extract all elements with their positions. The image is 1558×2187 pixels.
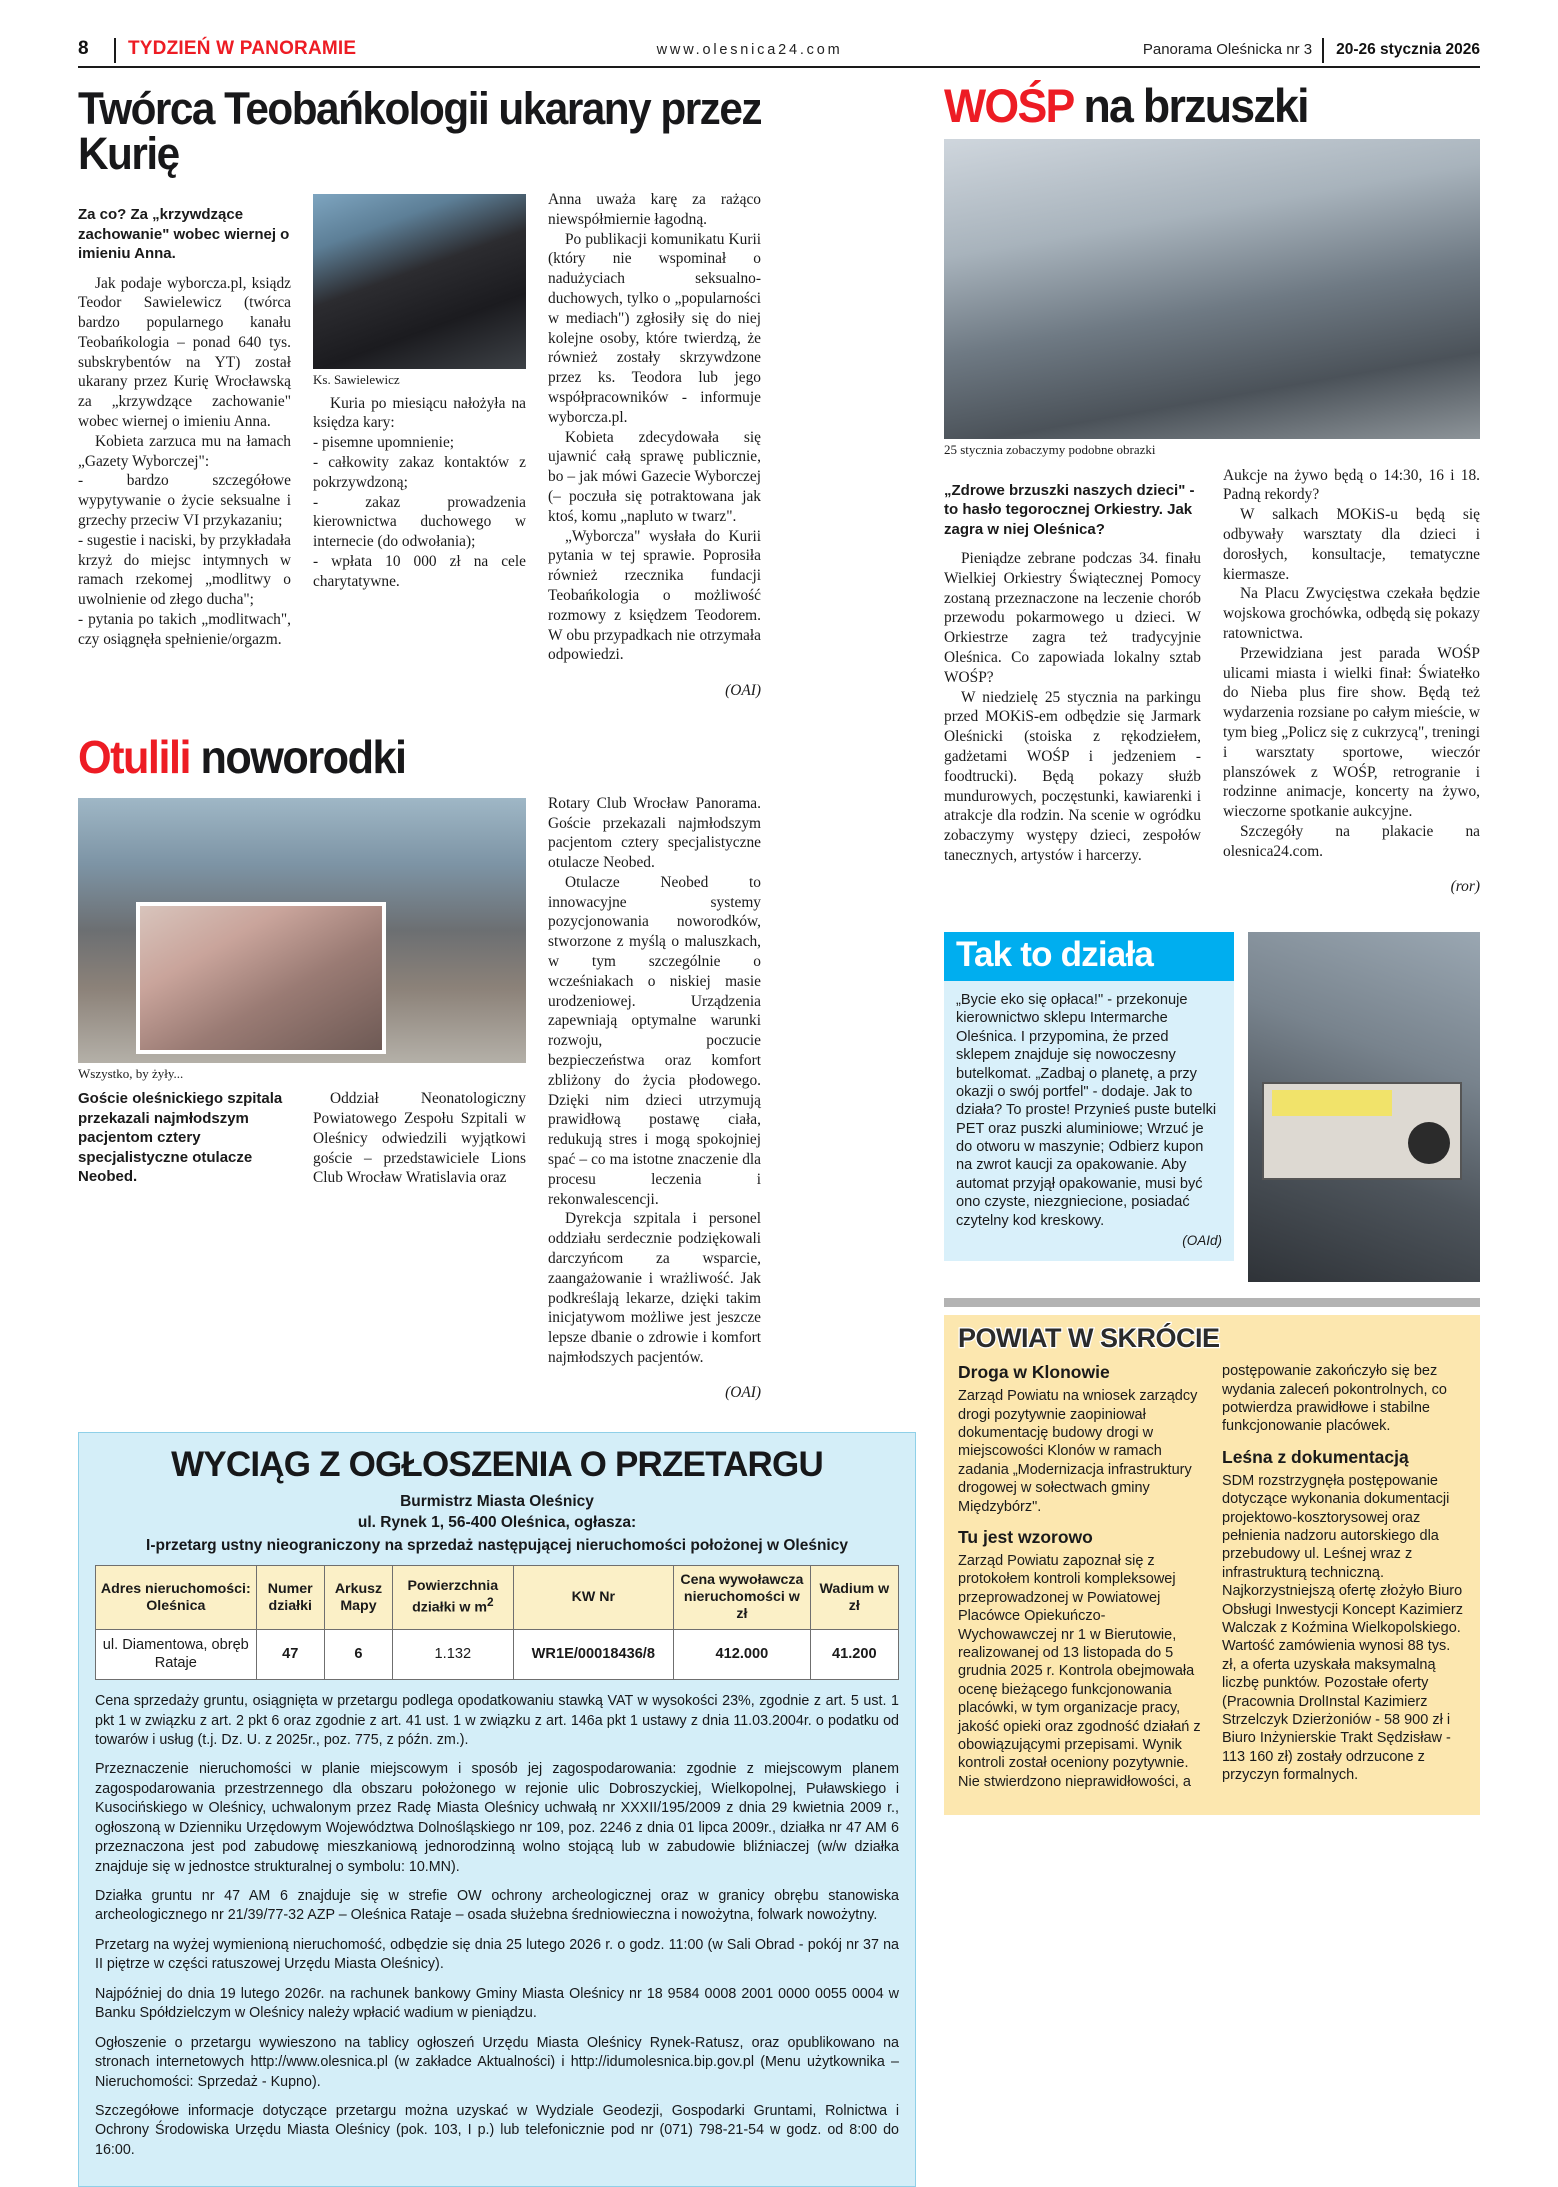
- teo-c2-p4: - zakaz prowadzenia kierownictwa duchowego w internecie (do odwołania);: [313, 493, 526, 551]
- website-url[interactable]: www.olesnica24.com: [656, 42, 843, 58]
- newspaper-page: [78, 38, 1480, 2158]
- teo-photo: [313, 194, 526, 369]
- wosp-c2-p3: Na Placu Zwycięstwa czekała będzie wojskowa grochówka, odbędą się pokazy ratownictwa.: [1223, 585, 1480, 642]
- wosp-c2-p4: Przewidziana jest parada WOŚP ulicami miasta i wielki finał: Światełko do Nieba plus fire show. Będą też wydarzenia rozsiane po całym mieście, w tym bieg „Policz się z cukrzycą", treningi i warsztaty sportowe, wieczór planszówek z WOŚP, retrogranie i rodzinne animacje, koncerty na żywo, wieczorne spotkanie aukcyjne.: [1223, 644, 1480, 821]
- teo-p3: - bardzo szczegółowe wypytywanie o życie seksualne i grzechy przeciw VI przykazaniu;: [78, 472, 291, 530]
- teo-photo-caption: Ks. Sawielewicz: [313, 372, 400, 387]
- otulili-c2-p3: Dyrekcja szpitala i personel oddziału serdecznie podziękowali darczyńcom za wsparcie, zaangażowanie i wrażliwość. Jak podkreślają lekarze, dzięki takim inicjatywom możliwe jest jeszcze lepsze dbanie o zdrowie i komfort najmłodszych pacjentów.: [548, 1210, 761, 1367]
- teo-col-2: [313, 190, 526, 716]
- auction-table: [95, 1565, 899, 1680]
- wosp-signature: (ror): [1450, 877, 1480, 895]
- powiat-text-2: postępowanie zakończyło się bez wydania zaleceń pokontrolnych, co potwierdza prawidłowe i stabilne funkcjonowanie placówek.: [1222, 1363, 1447, 1435]
- wosp-headline-dark: na brzuszki: [1072, 79, 1308, 132]
- auction-p3: Działka gruntu nr 47 AM 6 znajduje się w strefie OW ochrony archeologicznej oraz w granicy obrębu stanowiska archeologicznego nr 21/39/77-32 AZP – Oleśnica Rataje – osada służebna średniowieczna i nowożytna, folwark nowożytny.: [95, 1888, 899, 1924]
- otulili-photo-caption: Wszystko, by żyły...: [78, 1065, 184, 1081]
- auction-p5: Najpóźniej do dnia 19 lutego 2026r. na rachunek bankowy Gminy Miasta Oleśnicy nr 18 9584 0008 2001 0000 0055 0004 w Banku Spółdzielczym w Oleśnicy należy wpłacić wadium w pieniądzu.: [95, 1985, 899, 2022]
- th-price: Cena wywoławcza nieruchomości w zł: [674, 1565, 811, 1629]
- article-otulili: [78, 730, 916, 1419]
- wosp-p2: W niedzielę 25 stycznia na parkingu przed MOKiS-em odbędzie się Jarmark Oleśnicki (stoiska z rękodziełem, gadżetami WOŚP i jedzeniem - foodtrucki). Będą pokazy służb mundurowych, poczęstunki, kawiarenki i atrakcje dla rodzin. Na scenie w ogródku zobaczymy występy dzieci, zespołów tanecznych, artystów i harcerzy.: [944, 688, 1201, 865]
- wosp-c2-p1: Aukcje na żywo będą o 14:30, 16 i 18. Padną rekordy?: [1223, 466, 1480, 504]
- page-body: [78, 78, 1480, 2187]
- otulili-c2-p1: Rotary Club Wrocław Panorama. Goście przekazali najmłodszym pacjentom cztery specjalistyczne otulacze Neobed.: [548, 794, 761, 872]
- auction-title: WYCIĄG Z OGŁOSZENIA O PRZETARGU: [171, 1445, 823, 1485]
- th-address: Adres nieruchomości: Oleśnica: [96, 1565, 257, 1629]
- wosp-col-2: [1223, 466, 1480, 913]
- teo-p2: Kobieta zarzuca mu na łamach „Gazety Wyborczej":: [78, 432, 291, 470]
- article-wosp-headline: [944, 79, 1453, 132]
- teo-c3-p4: „Wyborcza" wysłała do Kurii pytania w tej sprawie. Poprosiła również rzecznika fundacji Teobańkologia o możliwość rozmowy z księdzem Teodorem. W obu przypadkach nie otrzymała odpowiedzi.: [548, 527, 761, 664]
- article-otulili-headline: [78, 730, 866, 783]
- otulili-headline-dark: noworodki: [189, 730, 406, 783]
- otulili-lead: Goście oleśnickiego szpitala przekazali najmłodszym pacjentom cztery specjalistyczne otulacze Neobed.: [78, 1090, 283, 1186]
- teo-p4: - sugestie i naciski, by przykładała krzyż do miejsc intymnych w ramach rzekomej „modlitwy o uwolnienie od złego ducha";: [78, 531, 291, 609]
- section-tak-to-dziala: [944, 932, 1480, 1282]
- otulili-signature: (OAI): [725, 1384, 761, 1402]
- table-row: [96, 1630, 899, 1680]
- article-teobankologia-headline: Twórca Teobańkologii ukarany przez Kurię: [78, 83, 762, 179]
- auction-p6: Ogłoszenie o przetargu wywieszono na tablicy ogłoszeń Urzędu Miasta Oleśnicy Rynek-Ratusz, oraz opublikowano na stronach internetowych http://www.olesnica.pl (w zakładce Aktualności) i http://idumolesnica.bip.gov.pl (Menu użytkownika – Nieruchomości: Sprzedaż - Kupno).: [95, 2034, 899, 2090]
- teo-c3-p2: Po publikacji komunikatu Kurii (który nie wspominał o nadużyciach seksualno-duchowych, tylko o „popularności w mediach") zgłosiły się do niej kolejne osoby, które twierdzą, że również zostały skrzywdzone przez ks. Teodora lub jego współpracowników - informuje wyborcza.pl.: [548, 230, 761, 426]
- td-deposit: 41.200: [810, 1630, 898, 1680]
- machine-opening-icon: [1408, 1122, 1450, 1164]
- issue-date: 20-26 stycznia 2026: [1336, 41, 1480, 58]
- wosp-photo: [944, 139, 1480, 439]
- auction-p7: Szczegółowe informacje dotyczące przetargu można uzyskać w Wydziale Geodezji, Gospodarki Gruntami, Rolnictwa i Ochrony Środowiska Urzędu Miasta Oleśnicy (pok. 103, I p.) lub telefonicznie pod nr (071) 798-21-54 w godz. od 8:00 do 16:00.: [95, 2102, 899, 2158]
- td-address: ul. Diamentowa, obręb Rataje: [96, 1630, 257, 1680]
- powiat-heading-1: Tu jest wzorowo: [958, 1526, 1093, 1547]
- publication-name: Panorama Oleśnicka nr 3: [1142, 41, 1313, 58]
- auction-legal-text: [95, 1692, 899, 2160]
- powiat-heading-0: Droga w Klonowie: [958, 1362, 1110, 1383]
- teo-lead: Za co? Za „krzywdzące zachowanie" wobec wiernej o imieniu Anna.: [78, 206, 290, 262]
- powiat-text-3: SDM rozstrzygnęła postępowanie dotyczące wykonania dokumentacji projektowo-kosztorysowej oraz pełnienia nadzoru autorskiego dla przebudowy ul. Leśnej wraz z infrastrukturą techniczną. Najkorzystniejszą ofertę złożyło Biuro Obsługi Inwestycji Koncept Kazimierz Walczak z Koźmina Wielkopolskiego. Wartość zamówienia wynosi 88 tys. zł, a oferta uzyskała maksymalną liczbę punktów. Pozostałe oferty (Pracownia DrolInstal Kazimierz Strzelczyk Dzierżoniów - 58 900 zł i Biuro Inżynierskie Trakt Sędzisław - 113 160 zł) zostały odrzucone z przyczyn formalnych.: [1222, 1472, 1463, 1784]
- auction-p2: Przeznaczenie nieruchomości w planie miejscowym i sposób jej zagospodarowania: zgodnie z miejscowym planem zagospodarowania przestrzennego dla obszaru położonego w rejonie ulic Dobroszyckiej, Wielkopolnej, Puławskiego i Kusocińskiego w Oleśnicy, uchwalonym przez Radę Miasta Oleśnicy uchwałą nr XXXII/195/2009 z dnia 29 kwietnia 2009 r., ogłoszoną w Dzienniku Urzędowym Województwa Dolnośląskiego nr 109, poz. 2246 z dnia 01 lipca 2009r., działka nr 47 AM 6 przeznaczona jest pod zabudowę mieszkaniową jednorodzinną wolno stojącą lub w zabudowie bliźniaczej (w/w działka znajduje się w jednostce strukturalnej o symbolu: 10.MN).: [95, 1761, 899, 1875]
- auction-subtitle-2: ul. Rynek 1, 56-400 Oleśnica, ogłasza:: [357, 1514, 637, 1532]
- auction-table-header-row: [96, 1565, 899, 1629]
- ttd-paragraph: „Bycie eko się opłaca!" - przekonuje kierownictwo sklepu Intermarche Oleśnica. I przypomina, że przed sklepem znajduje się nowoczesny butelkomat. „Zadbaj o planetę, a przy okazji o swój portfel" - dodaje. Jak to działa? To proste! Przynieś puste butelki PET oraz puszki aluminiowe; Wrzuć je do otworu w maszynie; Odbierz kupon na zwrot kaucji za opakowanie. Aby automat przyjął opakowanie, musi być ono czyste, niezgniecione, posiadać czytelny kod kreskowy.: [956, 992, 1217, 1229]
- auction-p1: Cena sprzedaży gruntu, osiągnięta w przetargu podlega opodatkowaniu stawką VAT w wysokości 23%, zgodnie z art. 5 ust. 1 pkt 1 w związku z art. 2 pkt 6 oraz zgodnie z art. 41 ust. 1 w związku z art. 146a pkt 1 ustawy z dnia 11.03.2004r. o podatku od towarów i usług (t.j. Dz. U. z 2025r., poz. 775, z późn. zm.).: [95, 1693, 899, 1748]
- wosp-photo-caption: 25 stycznia zobaczymy podobne obrazki: [944, 442, 1156, 457]
- section-title: TYDZIEŃ W PANORAMIE: [128, 38, 357, 59]
- td-plot-number: 47: [256, 1630, 324, 1680]
- otulili-col-1b: [313, 1089, 526, 1197]
- wosp-col-1: [944, 466, 1201, 913]
- powiat-title: POWIAT W SKRÓCIE: [958, 1323, 1220, 1354]
- teo-c3-p1: Anna uważa karę za rażąco niewspółmiernie łagodną.: [548, 191, 761, 228]
- masthead-divider-2: [1322, 38, 1324, 63]
- auction-subtitle-1: Burmistrz Miasta Oleśnicy: [400, 1493, 594, 1511]
- page-number: 8: [78, 38, 89, 59]
- otulili-lead-col: [78, 1089, 291, 1197]
- teo-p1: Jak podaje wyborcza.pl, ksiądz Teodor Sawielewicz (twórca bardzo popularnego kanału Teobańkologia – ponad 640 tys. subskrybentów na YT) został ukarany przez Kurię Wrocławską za „krzywdzące zachowanie" wobec wiernej o imieniu Anna.: [78, 274, 291, 431]
- masthead: [78, 38, 1480, 68]
- section-powiat-w-skrocie: [944, 1315, 1480, 1815]
- ttd-figure: [1248, 932, 1480, 1282]
- powiat-heading-3: Leśna z dokumentacją: [1222, 1446, 1409, 1467]
- wosp-p1: Pieniądze zebrane podczas 34. finału Wielkiej Orkiestry Świątecznej Pomocy zostaną przeznaczone na leczenie chorób przewodu pokarmowego u dzieci. W Orkiestrze zagra też tradycyjnie Oleśnica. Co zapowiada lokalny sztab WOŚP?: [944, 550, 1201, 686]
- ttd-signature: (OAId): [1182, 1232, 1222, 1248]
- td-kw-number: WR1E/00018436/8: [513, 1630, 674, 1680]
- otulili-photo: [78, 798, 526, 1063]
- th-kw-number: KW Nr: [513, 1565, 674, 1629]
- powiat-text-0: Zarząd Powiatu na wniosek zarządcy drogi pozytywnie zaopiniował dokumentację budowy drogi w miejscowości Klonów w ramach zadania „Modernizacja infrastruktury drogowej w sołectwach gminy Międzybórz".: [958, 1388, 1198, 1515]
- machine-label: [1272, 1090, 1392, 1116]
- wosp-lead: „Zdrowe brzuszki naszych dzieci" - to hasło tegorocznej Orkiestry. Jak zagra w niej Oleśnica?: [944, 481, 1195, 538]
- auction-subtitle-3: I-przetarg ustny nieograniczony na sprzedaż następującej nieruchomości położonej w Oleśnicy: [146, 1536, 848, 1554]
- ttd-body: [944, 981, 1234, 1261]
- teo-col-1: [78, 190, 291, 716]
- otulili-col-2: [548, 794, 761, 1419]
- wosp-c2-p5: Szczegóły na plakacie na olesnica24.com.: [1223, 822, 1480, 860]
- otulili-headline-red: Otulili: [78, 730, 190, 783]
- ttd-banner-title: Tak to działa: [944, 932, 1234, 981]
- td-price: 412.000: [674, 1630, 811, 1680]
- wosp-c2-p2: W salkach MOKiS-u będą się odbywały warsztaty dla dzieci i dorosłych, konsultacje, tematyczne kiermasze.: [1223, 506, 1480, 583]
- teo-figure: [313, 194, 526, 388]
- otulili-c2-p2: Otulacze Neobed to innowacyjne systemy pozycjonowania noworodków, stworzone z myślą o maluszkach, w tym szczególnie o wcześniakach o niskiej masie urodzeniowej. Urządzenia zapewniają optymalne warunki rozwoju, poczucie bezpieczeństwa oraz komfort zbliżony do życia płodowego. Dzięki nim dzieci utrzymują prawidłową postawę ciała, redukują stres i mogą spokojniej spać – co ma istotne znaczenie dla procesu leczenia i rekonwalescencji.: [548, 873, 761, 1208]
- masthead-divider-1: [114, 38, 116, 63]
- article-teobankologia: [78, 83, 916, 716]
- powiat-columns: [958, 1362, 1466, 1799]
- left-column: [78, 78, 916, 2187]
- teo-c2-p3: - całkowity zakaz kontaktów z pokrzywdzoną;: [313, 453, 526, 491]
- auction-p4: Przetarg na wyżej wymienioną nieruchomość, odbędzie się dnia 25 lutego 2026 r. o godz. 11:00 (w Sali Obrad - pokój nr 37 na II piętrze w części ratuszowej Urzędu Miasta Oleśnicy).: [95, 1936, 899, 1973]
- otulili-col-1: [78, 794, 526, 1419]
- wosp-figure: [944, 139, 1480, 458]
- otulili-photo-inset: [136, 902, 386, 1054]
- teo-col-3: [548, 190, 761, 716]
- th-plot-number: Numer działki: [256, 1565, 324, 1629]
- wosp-headline-red: WOŚP: [944, 79, 1073, 132]
- teo-p5: - pytania po takich „modlitwach", czy osiągnęła spełnienie/orgazm.: [78, 611, 291, 648]
- td-area: 1.132: [393, 1630, 513, 1680]
- teo-c2-p5: - wpłata 10 000 zł na cele charytatywne.: [313, 552, 526, 590]
- auction-notice: [78, 1432, 916, 2187]
- th-area: Powierzchnia działki w $m^2$: [393, 1565, 513, 1629]
- teo-c2-p1: Kuria po miesiącu nałożyła na księdza kary:: [313, 394, 526, 432]
- right-column: [916, 78, 1480, 2187]
- teo-c2-p2: - pisemne upomnienie;: [313, 434, 455, 452]
- th-map-sheet: Arkusz Mapy: [324, 1565, 392, 1629]
- otulili-figure: [78, 798, 526, 1082]
- ttd-photo: [1248, 932, 1480, 1282]
- section-divider: [944, 1298, 1480, 1307]
- powiat-text-1: Zarząd Powiatu zapoznał się z protokołem kontroli kompleksowej przeprowadzonej w Powiatowej Placówce Opiekuńczo-Wychowawczej nr 1 w Bierutowie, realizowanej od 13 listopada do 5 grudnia 2025 r. Kontrola obejmowała ocenę bieżącego funkcjonowania placówki, w tym organizacje pracy, jakość opieki oraz zgodność działań z obowiązującymi przepisami. Wynik kontroli został oceniony pozytywnie. Nie stwierdzono nieprawidłowości, a: [958, 1552, 1201, 1790]
- article-wosp: [944, 79, 1480, 912]
- th-deposit: Wadium w zł: [810, 1565, 898, 1629]
- teo-c3-p3: Kobieta zdecydowała się ujawnić całą sprawę publicznie, bo – jak mówi Gazecie Wyborczej (– poczuła się potraktowana jak ktoś, komu „napluto w twarz".: [548, 428, 761, 525]
- teo-signature: (OAI): [725, 681, 761, 699]
- ttd-text-column: [944, 932, 1234, 1282]
- td-map-sheet: 6: [324, 1630, 392, 1680]
- otulili-p1: Oddział Neonatologiczny Powiatowego Zespołu Szpitali w Oleśnicy odwiedzili wyjątkowi goście – przedstawiciele Lions Club Wrocław Wratislavia oraz: [313, 1090, 526, 1187]
